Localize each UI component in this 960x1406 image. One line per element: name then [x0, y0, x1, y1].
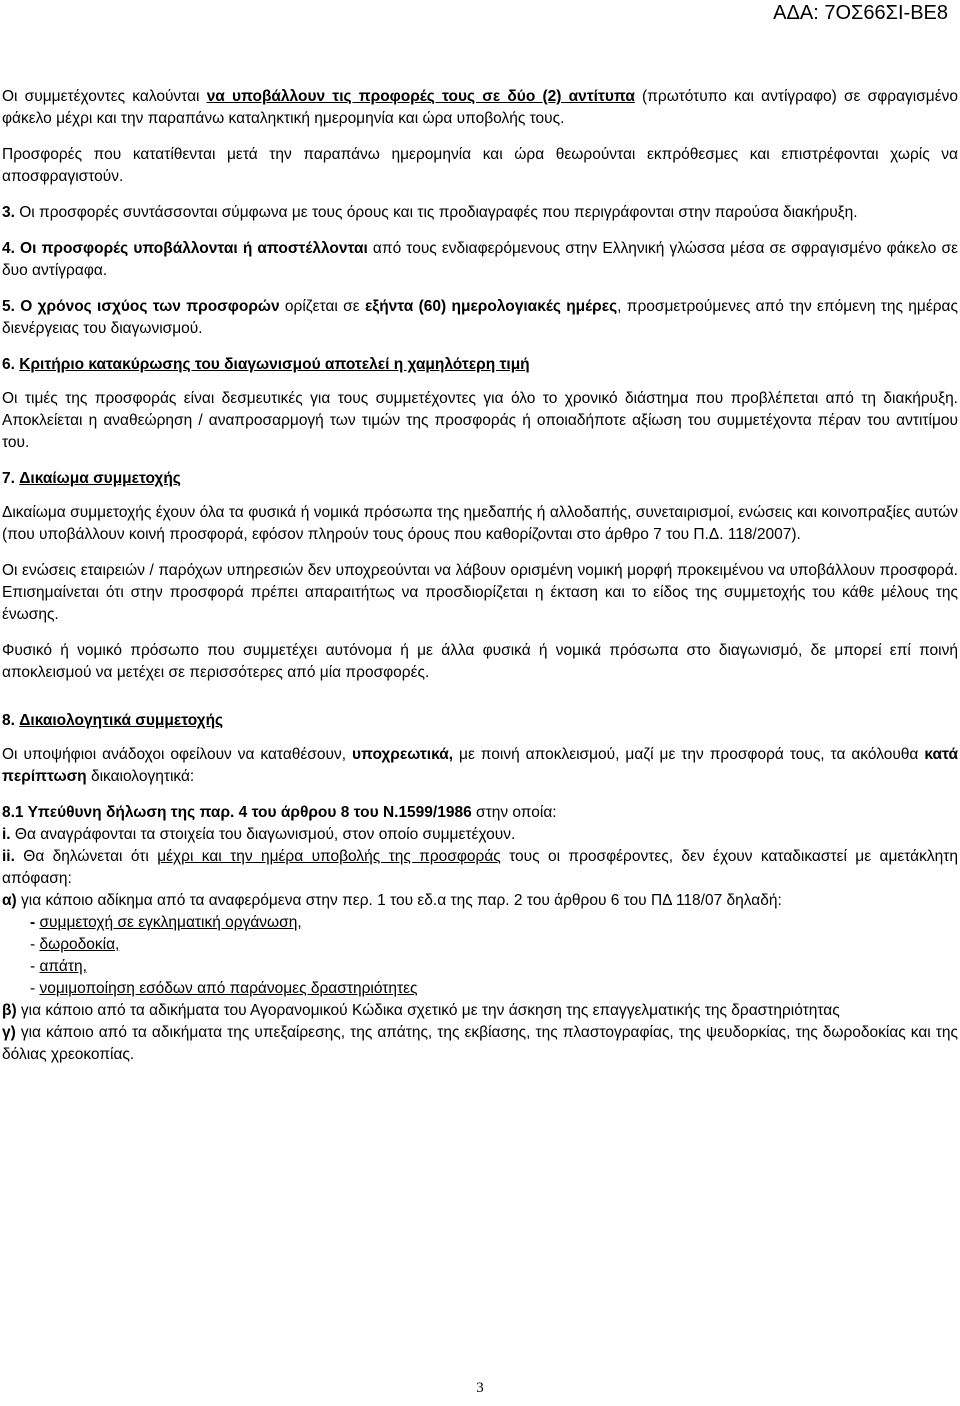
bold-text: εξήντα (60) ημερολογιακές ημέρες	[364, 298, 618, 315]
text-segment: δικαιολογητικά:	[86, 768, 195, 785]
item-label: i.	[2, 826, 11, 843]
item-label: γ)	[2, 1024, 16, 1041]
subsection-title: 8.1 Υπεύθυνη δήλωση της παρ. 4 του άρθρου 8 του Ν.1599/1986	[2, 804, 472, 821]
item-text: για κάποιο αδίκημα από τα αναφερόμενα στην περ. 1 του εδ.α της παρ. 2 του άρθρου 6 του ΠΔ 118/07 δηλαδή:	[16, 892, 782, 909]
section-5	[0, 296, 960, 340]
list-item-text: νομιμοποίηση εσόδων από παράνομες δραστηριότητες	[39, 980, 418, 997]
list-item-text: δωροδοκία,	[39, 936, 120, 953]
paragraph-submission	[0, 86, 960, 130]
text-segment: Οι υποψήφιοι ανάδοχοι οφείλουν να καταθέσουν,	[2, 746, 352, 763]
offense-list	[0, 912, 960, 1000]
section-title: Δικαιολογητικά συμμετοχής	[19, 712, 224, 729]
list-dash: -	[30, 958, 40, 975]
section-8-intro	[0, 744, 960, 788]
list-dash: -	[30, 936, 40, 953]
list-dash: -	[30, 914, 40, 931]
text-segment: Οι συμμετέχοντες καλούνται	[2, 88, 207, 105]
section-text: από τους ενδιαφερόμενους στην Ελληνική γλώσσα μέσα σε σφραγισμένο φάκελο σε δυο αντίγραφα.	[2, 240, 959, 279]
section-number: 3.	[2, 204, 15, 221]
section-4	[0, 238, 960, 282]
list-item-text: συμμετοχή σε εγκληματική οργάνωση,	[39, 914, 302, 931]
list-item	[30, 956, 960, 978]
section-number: 6.	[2, 356, 15, 373]
spacer	[0, 698, 960, 710]
list-item	[30, 912, 960, 934]
section-number: 4.	[2, 240, 15, 257]
emphasized-text: να υποβάλλουν τις προφορές τους σε δύο (2) αντίτυπα	[206, 88, 635, 105]
section-number: 5.	[2, 298, 15, 315]
document-code: ΑΔΑ: 7ΟΣ66ΣΙ-ΒΕ8	[773, 2, 948, 24]
section-7-paragraph-1: Δικαίωμα συμμετοχής έχουν όλα τα φυσικά ή νομικά πρόσωπα της ημεδαπής ή αλλοδαπής, συνεταιρισμοί, ενώσεις και κοινοπραξίες αυτών (που υποβάλλουν κοινή προσφορά, εφόσον πληρούν τους όρους που καθορίζονται στο άρθρο 7 του Π.Δ. 118/2007).	[2, 504, 958, 543]
section-title: Κριτήριο κατακύρωσης του διαγωνισμού αποτελεί η χαμηλότερη τιμή	[19, 356, 530, 373]
list-item	[30, 934, 960, 956]
bold-text: Οι προσφορές υποβάλλονται ή αποστέλλονται	[14, 240, 368, 257]
document-body	[0, 86, 960, 1066]
item-c	[0, 1022, 960, 1066]
item-ii	[0, 846, 960, 890]
section-8-heading	[0, 710, 960, 732]
list-item-text: απάτη,	[39, 958, 87, 975]
section-7-heading	[0, 468, 960, 490]
list-item	[30, 978, 960, 1000]
section-6-body: Οι τιμές της προσφοράς είναι δεσμευτικές για τους συμμετέχοντες για όλο το χρονικό διάστημα που προβλέπεται από τη διακήρυξη. Αποκλείεται η αναθεώρηση / αναπροσαρμογή των τιμών της προσφοράς ή οποιαδήποτε αξίωση του συμμετέχοντα πέραν του αντιτίμου του.	[2, 390, 958, 451]
text-segment: με ποινή αποκλεισμού, μαζί με την προσφορά τους, τα ακόλουθα	[453, 746, 925, 763]
section-6-heading	[0, 354, 960, 376]
section-text: Οι προσφορές συντάσσονται σύμφωνα με τους όρους και τις προδιαγραφές που περιγράφονται στην παρούσα διακήρυξη.	[14, 204, 858, 221]
list-dash: -	[30, 980, 40, 997]
section-7-paragraph-3: Φυσικό ή νομικό πρόσωπο που συμμετέχει αυτόνομα ή με άλλα φυσικά ή νομικά πρόσωπα στο διαγωνισμό, δε μπορεί επί ποινή αποκλεισμού να μετέχει σε περισσότερες από μία προσφορές.	[2, 642, 958, 681]
item-a	[0, 890, 960, 912]
item-text: για κάποιο από τα αδικήματα της υπεξαίρεσης, της απάτης, της εκβίασης, της πλαστογραφίας, της ψευδορκίας, της δωροδοκίας και της δόλιας χρεοκοπίας.	[2, 1024, 958, 1063]
item-i	[0, 824, 960, 846]
paragraph-late-offers: Προσφορές που κατατίθενται μετά την παραπάνω ημερομηνία και ώρα θεωρούνται εκπρόθεσμες και επιστρέφονται χωρίς να αποσφραγιστούν.	[2, 146, 958, 185]
item-b	[0, 1000, 960, 1022]
text-segment: (πρωτότυπο και αντίγραφο) σε σφραγισμένο φάκελο μέχρι και την παραπάνω καταληκτική ημερομηνία και ώρα υποβολής τους.	[2, 88, 958, 127]
item-label: β)	[2, 1002, 17, 1019]
item-text: για κάποιο από τα αδικήματα του Αγορανομικού Κώδικα σχετικό με την άσκηση της επαγγελματικής της δραστηριότητας	[16, 1002, 840, 1019]
section-number: 8.	[2, 712, 15, 729]
item-label: ii.	[2, 848, 15, 865]
section-text: , προσμετρούμενες από την επόμενη της ημέρας διενέργειας του διαγωνισμού.	[2, 298, 958, 337]
item-text: Θα αναγράφονται τα στοιχεία του διαγωνισμού, στον οποίο συμμετέχουν.	[10, 826, 516, 843]
section-title: Δικαίωμα συμμετοχής	[19, 470, 181, 487]
text-segment: στην οποία:	[471, 804, 557, 821]
bold-text: Ο χρόνος ισχύος των προσφορών	[14, 298, 280, 315]
subsection-8-1	[0, 802, 960, 824]
bold-text: κατά περίπτωση	[2, 746, 958, 785]
bold-text: υποχρεωτικά,	[351, 746, 454, 763]
page-number: 3	[476, 1380, 484, 1396]
section-7-paragraph-2: Οι ενώσεις εταιρειών / παρόχων υπηρεσιών δεν υποχρεούνται να λάβουν ορισμένη νομική μορφή προκειμένου να υποβάλλουν προσφορά. Επισημαίνεται ότι στην προσφορά πρέπει απαραιτήτως να προσδιορίζεται η έκταση και το είδος της συμμετοχής του κάθε μέλους της ένωσης.	[2, 562, 958, 623]
item-label: α)	[2, 892, 17, 909]
section-3	[0, 202, 960, 224]
item-text: Θα δηλώνεται ότι	[14, 848, 158, 865]
section-text: ορίζεται σε	[279, 298, 365, 315]
underlined-text: μέχρι και την ημέρα υποβολής της προσφοράς	[157, 848, 501, 865]
item-text: τους οι προσφέροντες, δεν έχουν καταδικαστεί με αμετάκλητη απόφαση:	[2, 848, 959, 887]
section-number: 7.	[2, 470, 15, 487]
